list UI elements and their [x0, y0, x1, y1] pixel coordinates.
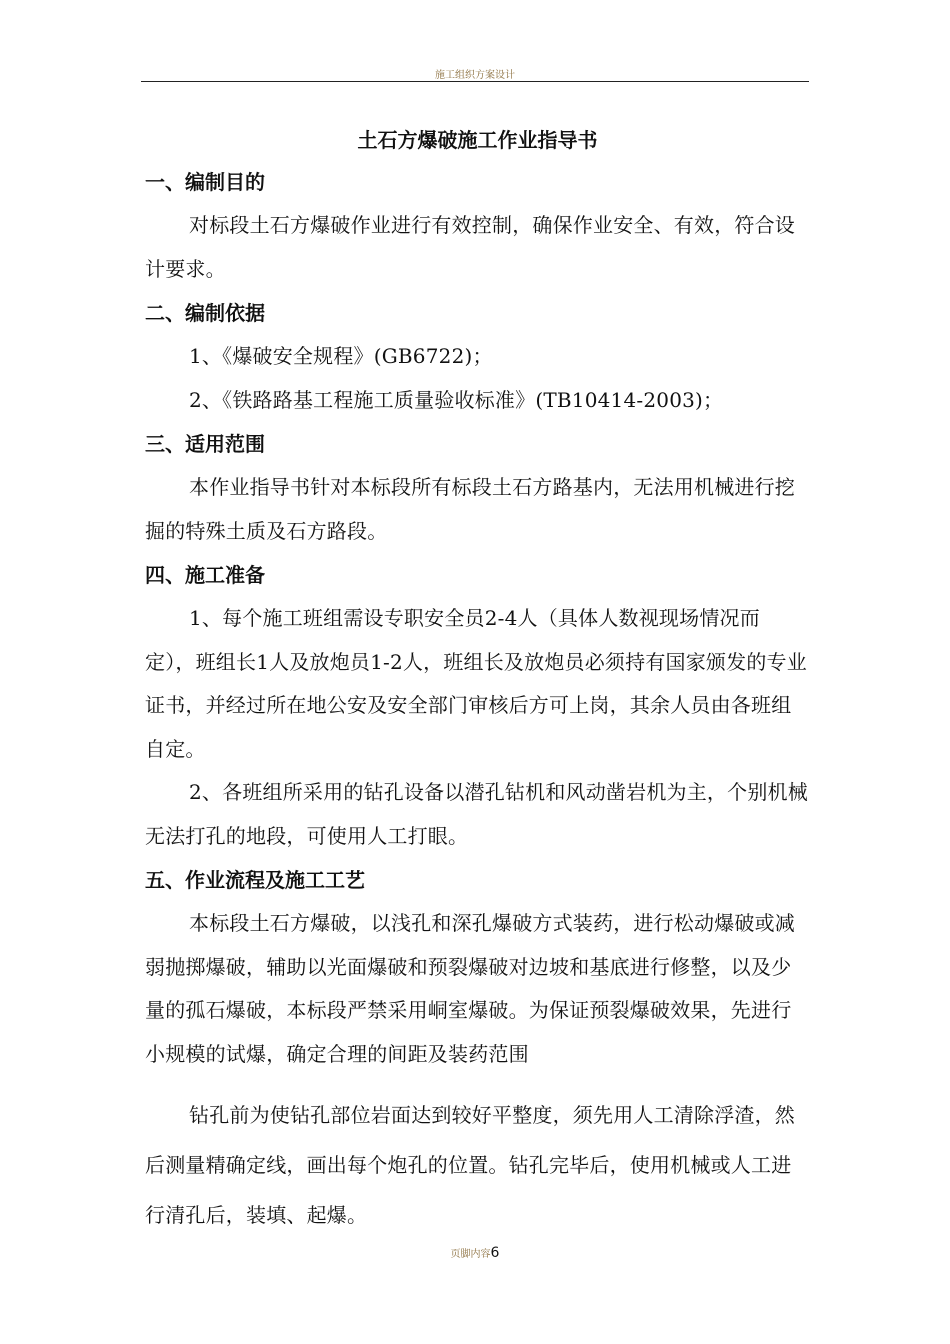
page-footer [0, 1245, 950, 1261]
page-header: 施工组织方案设计 [435, 70, 515, 81]
section-heading-process: 五、作业流程及施工工艺 [145, 868, 365, 892]
section-heading-purpose: 一、编制目的 [145, 170, 265, 194]
section-paragraph: 2、各班组所采用的钻孔设备以潜孔钻机和风动凿岩机为主，个别机械无法打孔的地段，可使用人工打眼。 [145, 780, 808, 848]
section-heading-basis: 二、编制依据 [145, 301, 265, 325]
section-paragraph: 钻孔前为使钻孔部位岩面达到较好平整度，须先用人工清除浮渣，然后测量精确定线，画出每个炮孔的位置。钻孔完毕后，使用机械或人工进行清孔后，装填、起爆。 [145, 1103, 795, 1227]
section-paragraph: 1、《爆破安全规程》(GB6722)； [189, 344, 493, 368]
section-paragraph: 对标段土石方爆破作业进行有效控制，确保作业安全、有效，符合设计要求。 [145, 213, 795, 281]
section-paragraph: 1、每个施工班组需设专职安全员2-4人（具体人数视现场情况而定），班组长1人及放炮员1-2人，班组长及放炮员必须持有国家颁发的专业证书，并经过所在地公安及安全部门审核后方可上岗，其余人员由各班组自定。 [145, 606, 807, 761]
page-number: 6 [490, 1245, 500, 1261]
header-divider [141, 81, 809, 82]
section-heading-preparation: 四、施工准备 [145, 563, 265, 587]
section-paragraph: 2、《铁路路基工程施工质量验收标准》(TB10414-2003)； [189, 387, 724, 412]
document-body [145, 122, 810, 1240]
section-heading-scope: 三、适用范围 [145, 432, 265, 456]
section-paragraph: 本作业指导书针对本标段所有标段土石方路基内，无法用机械进行挖掘的特殊土质及石方路段。 [145, 475, 795, 543]
footer-label: 页脚内容 [450, 1249, 491, 1260]
section-paragraph: 本标段土石方爆破，以浅孔和深孔爆破方式装药，进行松动爆破或减弱抛掷爆破，辅助以光面爆破和预裂爆破对边坡和基底进行修整，以及少量的孤石爆破，本标段严禁采用峒室爆破。为保证预裂爆破效果，先进行小规模的试爆，确定合理的间距及装药范围 [145, 911, 795, 1066]
document-title: 土石方爆破施工作业指导书 [357, 128, 598, 152]
